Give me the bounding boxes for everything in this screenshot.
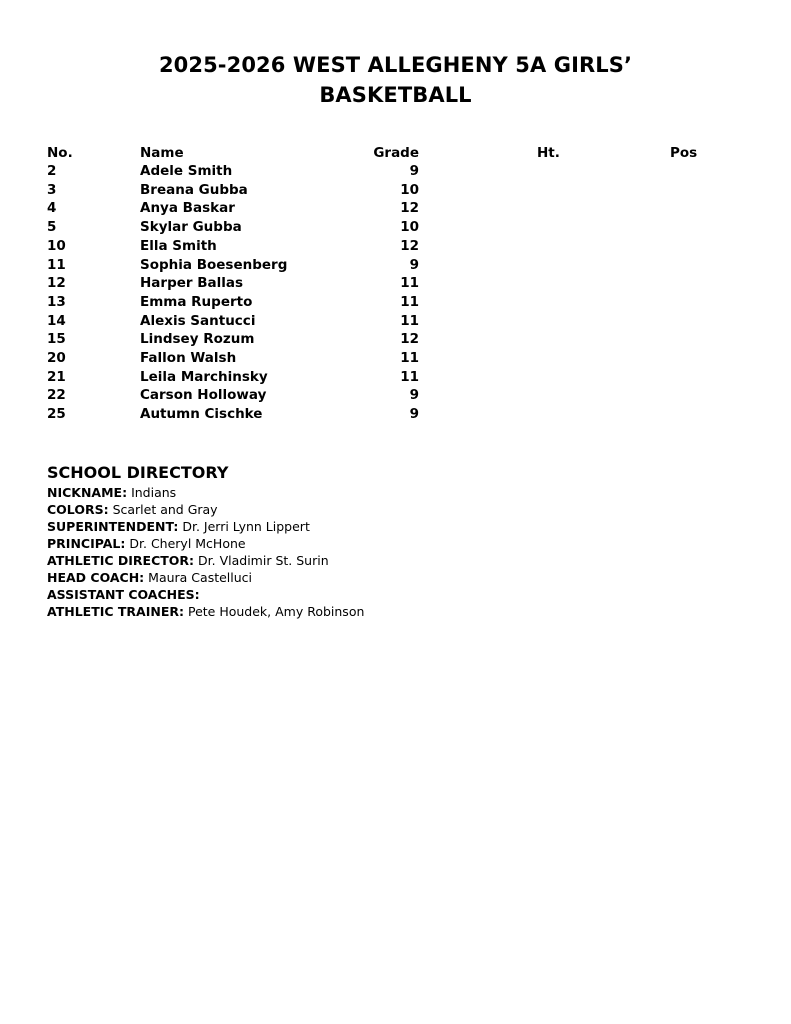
athletic-trainer-value: Pete Houdek, Amy Robinson [187, 604, 365, 619]
player-grade: 10 [400, 219, 419, 236]
player-grade: 11 [400, 275, 419, 292]
player-name: Harper Ballas [140, 275, 244, 292]
directory-nickname [47, 484, 176, 501]
player-name: Skylar Gubba [140, 219, 242, 236]
directory-principal [47, 535, 246, 552]
player-name: Autumn Cischke [140, 406, 263, 423]
player-number: 3 [47, 181, 57, 198]
player-number: 2 [47, 163, 57, 179]
player-name: Fallon Walsh [140, 350, 237, 366]
player-number: 10 [47, 237, 66, 254]
player-grade: 11 [400, 368, 419, 385]
superintendent-label: SUPERINTENDENT: [47, 519, 179, 534]
player-grade: 11 [400, 293, 419, 310]
player-name: Carson Holloway [140, 387, 267, 404]
player-grade: 12 [400, 237, 419, 254]
player-number: 12 [47, 275, 66, 292]
header-grade: Grade [373, 145, 419, 161]
header-position: Pos [670, 145, 698, 161]
player-number: 21 [47, 368, 66, 385]
directory-athletic-trainer [47, 603, 364, 620]
player-name: Breana Gubba [140, 181, 248, 198]
player-grade: 9 [409, 256, 419, 273]
player-number: 20 [47, 350, 66, 366]
player-name: Lindsey Rozum [140, 331, 255, 348]
player-grade: 9 [409, 406, 419, 423]
player-name: Sophia Boesenberg [140, 256, 288, 273]
player-name: Ella Smith [140, 237, 217, 254]
player-number: 5 [47, 219, 57, 236]
player-grade: 11 [400, 312, 419, 329]
player-grade: 12 [400, 200, 419, 217]
title-line-1: 2025-2026 WEST ALLEGHENY 5A GIRLS’ [158, 53, 633, 77]
player-name: Emma Ruperto [140, 293, 253, 310]
player-number: 4 [47, 200, 57, 217]
title-line-2: BASKETBALL [319, 83, 472, 107]
head-coach-label: HEAD COACH: [47, 570, 145, 585]
directory-head-coach [47, 569, 252, 586]
directory-colors [47, 501, 218, 518]
superintendent-value: Dr. Jerri Lynn Lippert [182, 519, 310, 534]
player-number: 11 [47, 256, 66, 273]
player-number: 13 [47, 293, 66, 310]
directory-superintendent [47, 518, 310, 535]
player-grade: 11 [400, 350, 419, 366]
player-number: 15 [47, 331, 66, 348]
header-no: No. [47, 145, 73, 161]
athletic-trainer-label: ATHLETIC TRAINER: [47, 604, 184, 619]
player-number: 22 [47, 387, 66, 404]
principal-value: Dr. Cheryl McHone [129, 536, 246, 551]
player-number: 25 [47, 406, 66, 423]
page-title [0, 50, 791, 110]
header-height: Ht. [537, 145, 560, 161]
player-grade: 9 [409, 163, 419, 179]
directory-athletic-director [47, 552, 329, 569]
athletic-director-label: ATHLETIC DIRECTOR: [47, 553, 195, 568]
player-name: Adele Smith [140, 163, 233, 179]
player-grade: 12 [400, 331, 419, 348]
player-name: Leila Marchinsky [140, 368, 268, 385]
directory-assistant-coaches [47, 586, 200, 603]
assistant-coaches-label: ASSISTANT COACHES: [47, 587, 200, 602]
player-number: 14 [47, 312, 66, 329]
header-name: Name [140, 145, 184, 161]
athletic-director-value: Dr. Vladimir St. Surin [198, 553, 329, 568]
principal-label: PRINCIPAL: [47, 536, 126, 551]
nickname-value: Indians [131, 485, 177, 500]
directory-heading: SCHOOL DIRECTORY [47, 463, 229, 482]
player-name: Anya Baskar [140, 200, 235, 217]
player-name: Alexis Santucci [140, 312, 256, 329]
colors-label: COLORS: [47, 502, 109, 517]
player-grade: 9 [409, 387, 419, 404]
player-grade: 10 [400, 181, 419, 198]
colors-value: Scarlet and Gray [112, 502, 218, 517]
head-coach-value: Maura Castelluci [148, 570, 253, 585]
nickname-label: NICKNAME: [47, 485, 128, 500]
